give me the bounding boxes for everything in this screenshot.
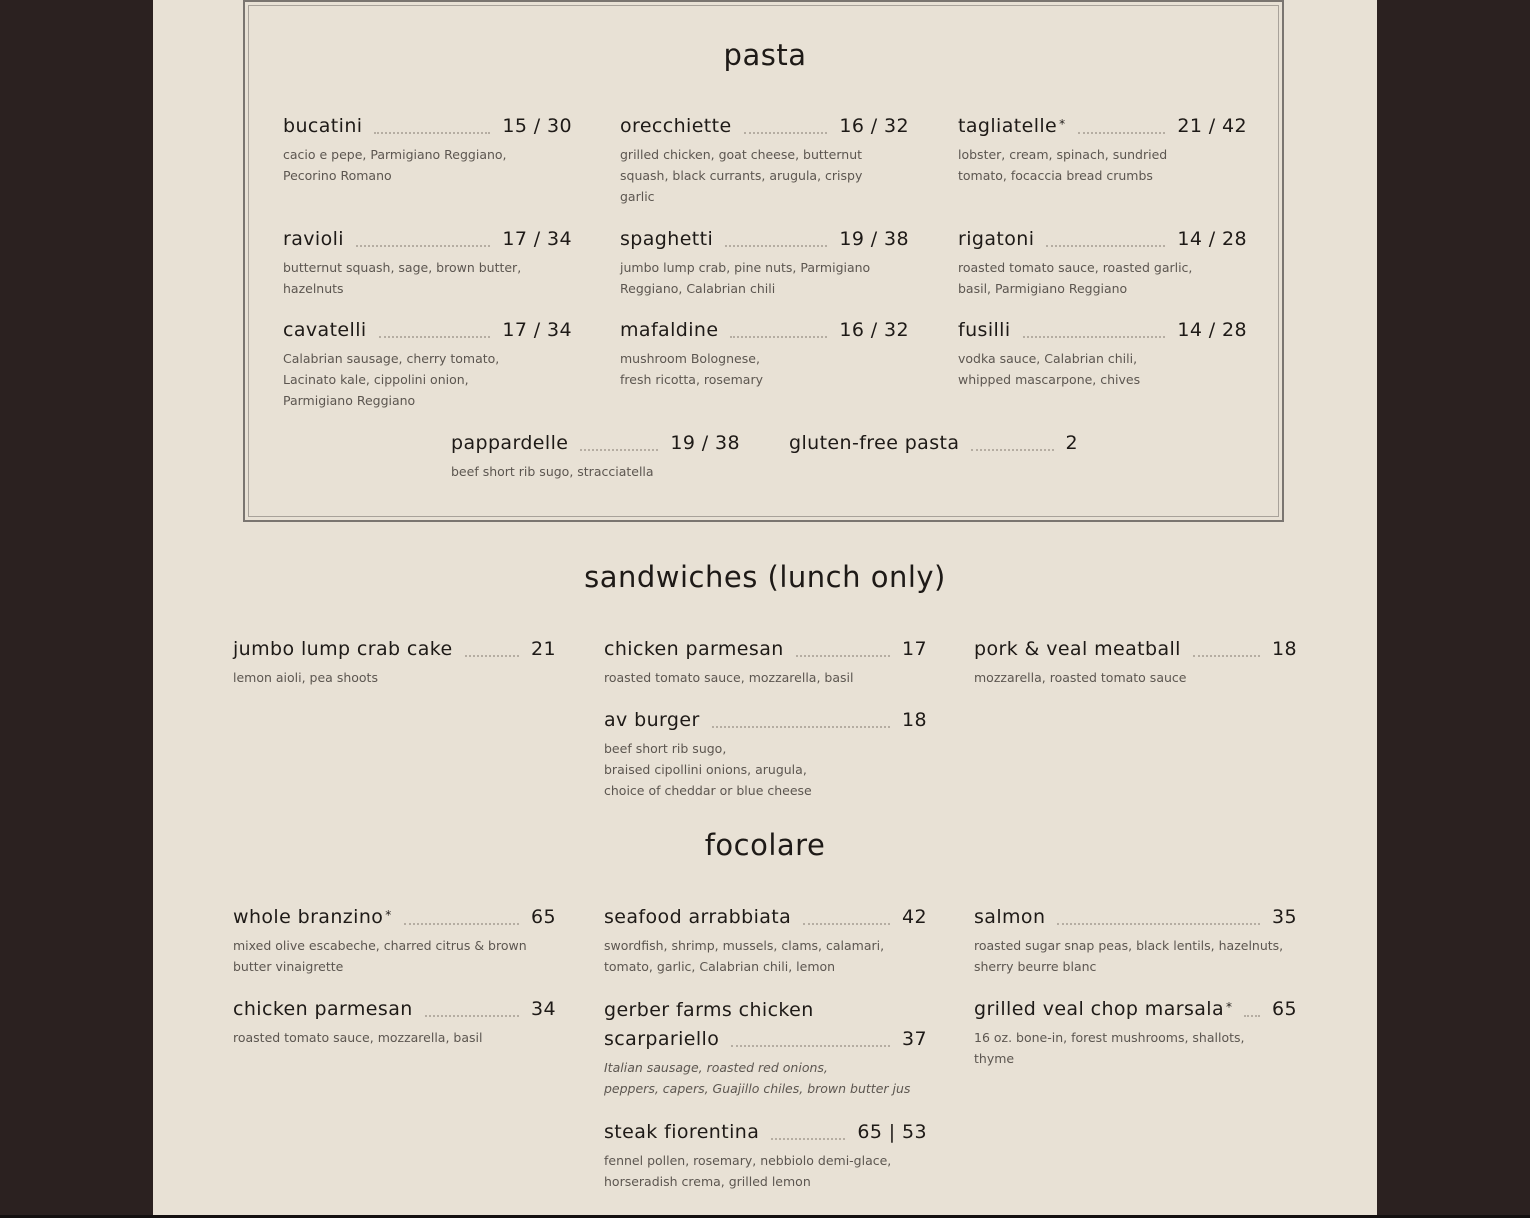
menu-item-ravioli: [283, 226, 572, 299]
item-name: seafood arrabbiata: [604, 906, 792, 928]
menu-item-orecchiette: [620, 113, 909, 207]
item-description: beef short rib sugo, braised cipollini onions, arugula, choice of cheddar or blue cheese: [604, 741, 812, 798]
item-name: whole branzino: [233, 906, 384, 928]
item-description: Calabrian sausage, cherry tomato, Lacinato kale, cippolini onion, Parmigiano Reggiano: [283, 351, 500, 408]
item-name: chicken parmesan: [604, 638, 784, 660]
item-description: roasted tomato sauce, roasted garlic, basil, Parmigiano Reggiano: [958, 260, 1193, 296]
item-name: tagliatelle: [958, 115, 1058, 137]
item-price: 18: [1272, 638, 1297, 660]
item-price: 14 / 28: [1177, 319, 1247, 341]
menu-item-bucatini: [283, 113, 572, 186]
item-name: jumbo lump crab cake: [233, 638, 453, 660]
item-description: Italian sausage, roasted red onions, peppers, capers, Guajillo chiles, brown butter jus: [604, 1060, 911, 1096]
item-name: orecchiette: [620, 115, 732, 137]
item-marker: *: [1059, 117, 1066, 131]
item-name: mafaldine: [620, 319, 719, 341]
menu-item-gluten-free-pasta: [789, 430, 1078, 456]
item-name: av burger: [604, 709, 700, 731]
menu-item-rigatoni: [958, 226, 1247, 299]
item-name: rigatoni: [958, 228, 1035, 250]
item-name: ravioli: [283, 228, 344, 250]
item-name: bucatini: [283, 115, 363, 137]
item-description: lemon aioli, pea shoots: [233, 670, 378, 685]
menu-item-crab-cake: [233, 636, 556, 688]
menu-item-av-burger: [604, 707, 927, 801]
menu-item-cavatelli: [283, 317, 572, 411]
item-description: butternut squash, sage, brown butter, hazelnuts: [283, 260, 522, 296]
menu-item-seafood-arrabbiata: [604, 904, 927, 977]
item-description: fennel pollen, rosemary, nebbiolo demi-glace, horseradish crema, grilled lemon: [604, 1153, 892, 1189]
menu-item-chicken-parmesan-focolare: [233, 996, 556, 1048]
item-price: 16 / 32: [839, 319, 909, 341]
item-price: 65 | 53: [857, 1121, 927, 1143]
section-title-sandwiches: sandwiches (lunch only): [584, 560, 946, 594]
item-description: grilled chicken, goat cheese, butternut squash, black currants, arugula, crispy garlic: [620, 147, 863, 204]
item-price: 15 / 30: [502, 115, 572, 137]
item-description: mozzarella, roasted tomato sauce: [974, 670, 1187, 685]
item-description: mushroom Bolognese, fresh ricotta, rosemary: [620, 351, 763, 387]
item-name: pappardelle: [451, 432, 569, 454]
item-price: 14 / 28: [1177, 228, 1247, 250]
item-description: roasted tomato sauce, mozzarella, basil: [604, 670, 854, 685]
item-name: salmon: [974, 906, 1046, 928]
item-price: 21: [531, 638, 556, 660]
item-description: jumbo lump crab, pine nuts, Parmigiano Reggiano, Calabrian chili: [620, 260, 871, 296]
item-description: swordfish, shrimp, mussels, clams, calamari, tomato, garlic, Calabrian chili, lemon: [604, 938, 885, 974]
item-name: gluten-free pasta: [789, 432, 960, 454]
item-price: 65: [531, 906, 556, 928]
menu-item-pork-veal-meatball: [974, 636, 1297, 688]
item-name: grilled veal chop marsala: [974, 998, 1225, 1020]
menu-page: [153, 0, 1377, 1218]
section-title-pasta: pasta: [723, 38, 807, 72]
menu-item-pappardelle: [451, 430, 740, 482]
item-description: 16 oz. bone-in, forest mushrooms, shallots, thyme: [974, 1030, 1245, 1066]
item-description: roasted tomato sauce, mozzarella, basil: [233, 1030, 483, 1045]
item-price: 37: [902, 1028, 927, 1050]
item-price: 16 / 32: [839, 115, 909, 137]
item-price: 42: [902, 906, 927, 928]
item-name: fusilli: [958, 319, 1011, 341]
item-description: beef short rib sugo, stracciatella: [451, 464, 654, 479]
item-name: pork & veal meatball: [974, 638, 1181, 660]
item-name: chicken parmesan: [233, 998, 413, 1020]
item-price: 17 / 34: [502, 319, 572, 341]
menu-item-fusilli: [958, 317, 1247, 390]
item-name: steak fiorentina: [604, 1121, 760, 1143]
item-price: 17: [902, 638, 927, 660]
item-description: vodka sauce, Calabrian chili, whipped mascarpone, chives: [958, 351, 1141, 387]
item-marker: *: [385, 908, 392, 922]
item-price: 2: [1065, 432, 1078, 454]
item-name: spaghetti: [620, 228, 714, 250]
menu-item-chicken-parmesan-sandwich: [604, 636, 927, 688]
item-description: roasted sugar snap peas, black lentils, hazelnuts, sherry beurre blanc: [974, 938, 1284, 974]
menu-item-spaghetti: [620, 226, 909, 299]
item-price: 35: [1272, 906, 1297, 928]
item-price: 18: [902, 709, 927, 731]
item-description: lobster, cream, spinach, sundried tomato, focaccia bread crumbs: [958, 147, 1168, 183]
item-price: 21 / 42: [1177, 115, 1247, 137]
item-price: 65: [1272, 998, 1297, 1020]
section-title-focolare: focolare: [704, 828, 826, 862]
menu-item-steak-fiorentina: [604, 1119, 927, 1192]
item-description: cacio e pepe, Parmigiano Reggiano, Pecorino Romano: [283, 147, 507, 183]
menu-item-mafaldine: [620, 317, 909, 390]
item-price: 19 / 38: [839, 228, 909, 250]
item-name: cavatelli: [283, 319, 367, 341]
item-name-line1: gerber farms chicken: [604, 999, 814, 1021]
menu-item-tagliatelle: [958, 113, 1247, 186]
menu-item-veal-chop-marsala: [974, 996, 1297, 1069]
menu-item-chicken-scarpariello: [604, 994, 927, 1099]
item-price: 17 / 34: [502, 228, 572, 250]
menu-item-whole-branzino: [233, 904, 556, 977]
item-description: mixed olive escabeche, charred citrus & brown butter vinaigrette: [233, 938, 527, 974]
item-price: 19 / 38: [670, 432, 740, 454]
menu-item-salmon: [974, 904, 1297, 977]
item-name: scarpariello: [604, 1028, 720, 1050]
item-price: 34: [531, 998, 556, 1020]
item-marker: *: [1226, 1000, 1233, 1014]
